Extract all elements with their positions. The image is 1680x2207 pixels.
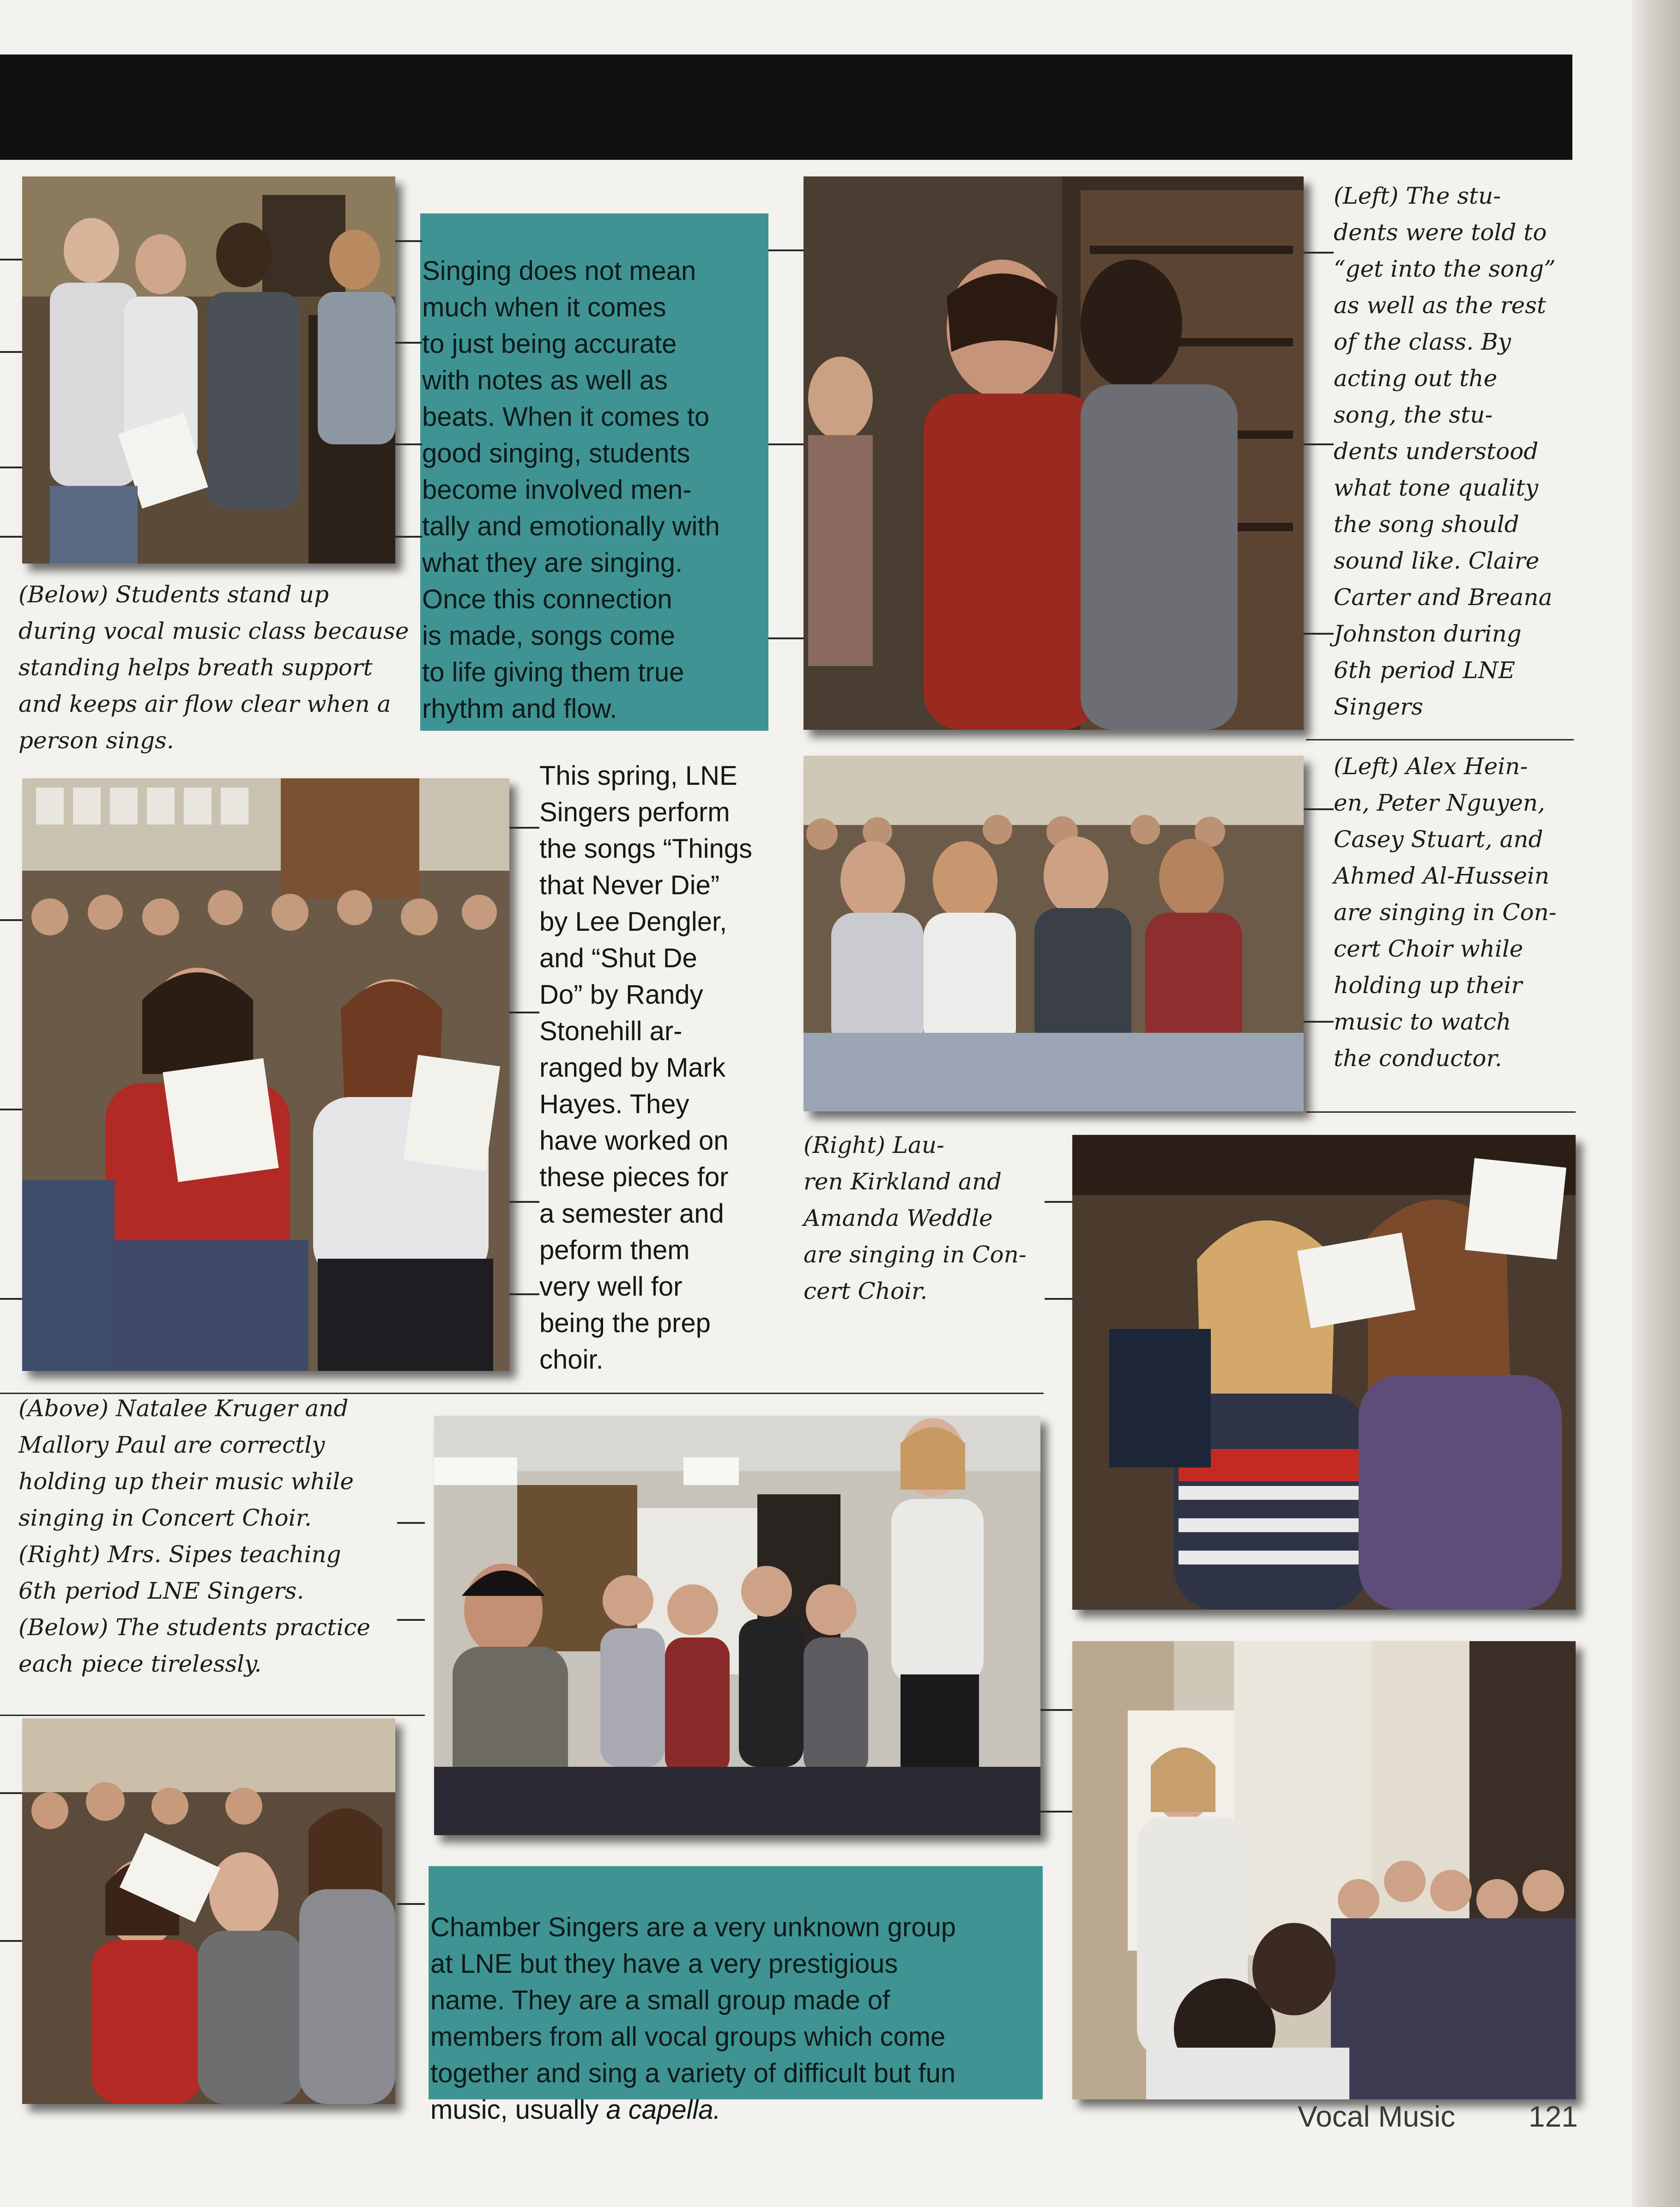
tick-mark xyxy=(397,1903,425,1905)
divider-rule xyxy=(0,1715,425,1716)
tick-mark xyxy=(1304,808,1334,810)
tick-mark xyxy=(0,467,22,468)
tick-mark xyxy=(0,1109,22,1110)
tick-mark xyxy=(1304,443,1334,445)
tick-mark xyxy=(768,249,804,251)
tick-mark xyxy=(395,240,422,242)
tick-mark xyxy=(395,443,422,445)
intro-text-box xyxy=(420,213,768,731)
divider-rule xyxy=(1306,1111,1576,1113)
tick-mark xyxy=(1040,1709,1072,1711)
tick-mark xyxy=(509,1012,539,1013)
tick-mark xyxy=(397,1522,425,1524)
tick-mark xyxy=(1304,1021,1334,1023)
spring-story-text: This spring, LNE Singers perform the songs “Things that Never Die” by Lee Dengler, and “Shut De Do” by Randy Stonehill ar- ranged by Mark Hayes. They have worked on these pieces for a semester and peform them very well for being the prep choir. xyxy=(539,761,753,1375)
tick-mark xyxy=(395,342,422,344)
chamber-singers-text: Chamber Singers are a very unknown group at LNE but they have a very prestigious name. They are a small group made of members from all vocal groups which come together and sing a variety of difficult but fun music, usually xyxy=(430,1912,956,2125)
tick-mark xyxy=(1045,1201,1072,1203)
divider-rule xyxy=(0,1393,1044,1394)
caption-above-right-below: (Above) Natalee Kruger and Mallory Paul are correctly holding up their music while singing in Concert Choir. (Right) Mrs. Sipes teaching 6th period LNE Singers. (Below) The students practice each piece tirelessly. xyxy=(18,1395,370,1677)
photo-mrs-sipes-teaching xyxy=(434,1416,1040,1835)
caption-left-concert-choir-boys: (Left) Alex Hein- en, Peter Nguyen, Casey Stuart, and Ahmed Al-Hussein are singing in Con- cert Choir while holding up their music to watch the conductor. xyxy=(1334,753,1557,1072)
chamber-singers-text-box xyxy=(429,1866,1043,2125)
photo-boys-concert-choir xyxy=(804,756,1304,1111)
photo-lauren-amanda xyxy=(1072,1135,1576,1610)
intro-text: Singing does not mean much when it comes to just being accurate with notes as well as beats. When it comes to good singing, students become involved men- tally and emotionally with what they are singing. Once this connection is made, songs come to life giving them true rhythm and flow. xyxy=(422,256,720,724)
tick-mark xyxy=(768,443,804,445)
tick-mark xyxy=(509,1201,539,1203)
tick-mark xyxy=(768,637,804,639)
tick-mark xyxy=(1040,1811,1072,1813)
photo-students-practice xyxy=(22,1718,395,2104)
tick-mark xyxy=(1304,252,1334,254)
photo-claire-breana xyxy=(804,176,1304,730)
photo-chamber-singers xyxy=(1072,1641,1576,2099)
caption-left-get-into-song: (Left) The stu- dents were told to “get into the song” as well as the rest of the class. By acting out the song, the stu- dents understood what tone quality the song should sound like. Claire Carter and Breana Johnston during 6th period LNE Singers xyxy=(1334,182,1556,720)
photo-students-standing xyxy=(22,176,395,564)
page-number: 121 xyxy=(1529,2100,1578,2133)
tick-mark xyxy=(0,351,22,353)
divider-rule xyxy=(1306,739,1574,740)
chamber-singers-emphasis: a capella. xyxy=(606,2095,721,2125)
tick-mark xyxy=(0,536,22,538)
tick-mark xyxy=(0,1298,22,1300)
photo-natalee-mallory xyxy=(22,778,509,1371)
caption-right-lauren-amanda: (Right) Lau- ren Kirkland and Amanda Weddle are singing in Con- cert Choir. xyxy=(804,1132,1027,1304)
page-binding-edge xyxy=(1632,0,1680,2207)
tick-mark xyxy=(1045,1298,1072,1300)
tick-mark xyxy=(395,536,422,538)
tick-mark xyxy=(1304,633,1334,635)
header-bar xyxy=(0,55,1572,160)
tick-mark xyxy=(0,1792,22,1794)
tick-mark xyxy=(397,1619,425,1621)
tick-mark xyxy=(0,919,22,921)
caption-below-students-stand: (Below) Students stand up during vocal music class because standing helps breath support and keeps air flow clear when a person sings. xyxy=(18,581,409,754)
tick-mark xyxy=(509,827,539,829)
tick-mark xyxy=(0,259,22,261)
tick-mark xyxy=(509,1293,539,1295)
section-title: Vocal Music xyxy=(1298,2100,1456,2133)
tick-mark xyxy=(0,1940,22,1942)
